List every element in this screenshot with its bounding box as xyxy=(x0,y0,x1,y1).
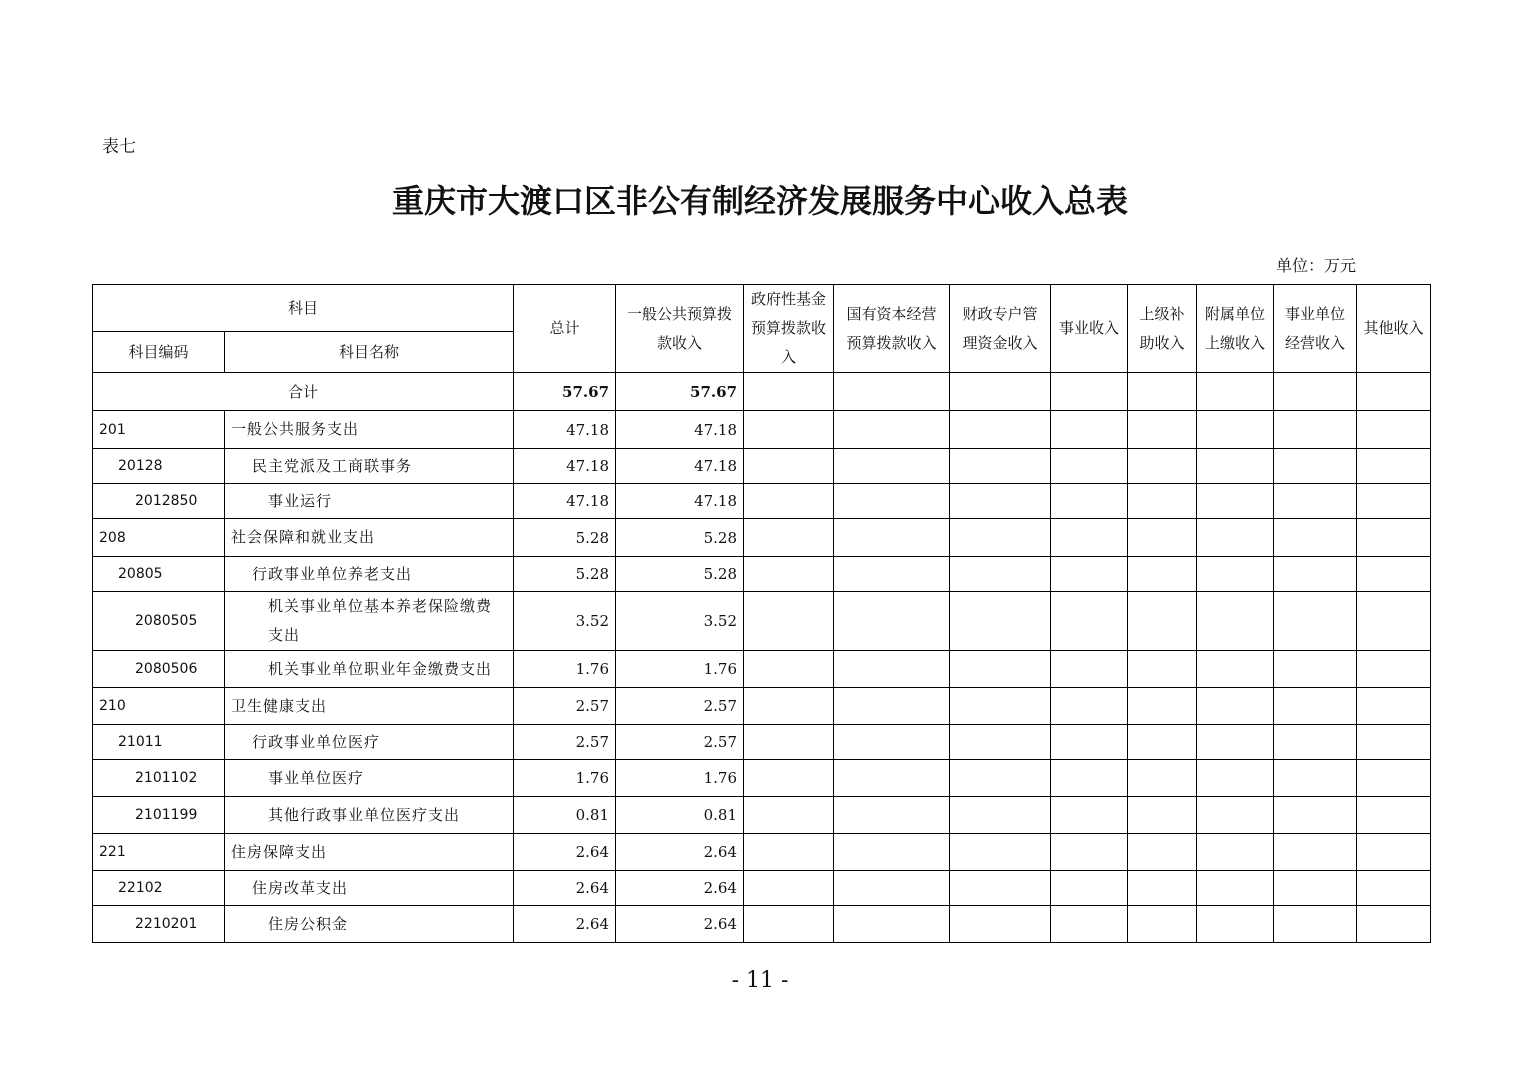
empty-cell xyxy=(834,592,950,651)
table-row xyxy=(93,906,1431,943)
empty-cell xyxy=(834,760,950,797)
empty-cell xyxy=(1274,871,1357,906)
total-cell: 2.57 xyxy=(514,725,616,760)
subject-name-cell: 行政事业单位医疗 xyxy=(225,725,514,760)
empty-cell xyxy=(834,688,950,725)
subject-code-cell: 20128 xyxy=(93,449,225,484)
total-cell: 1.76 xyxy=(514,760,616,797)
table-row xyxy=(93,411,1431,449)
header-subject: 科目 xyxy=(93,285,514,332)
empty-cell xyxy=(1357,834,1431,871)
empty-cell xyxy=(1274,688,1357,725)
empty-cell xyxy=(744,760,834,797)
general-budget-cell: 1.76 xyxy=(616,760,744,797)
general-budget-cell: 3.52 xyxy=(616,592,744,651)
general-budget-cell: 47.18 xyxy=(616,411,744,449)
empty-cell xyxy=(1128,725,1197,760)
empty-cell xyxy=(1128,906,1197,943)
empty-cell xyxy=(1128,484,1197,519)
general-budget-cell: 5.28 xyxy=(616,519,744,557)
subject-name-cell: 卫生健康支出 xyxy=(225,688,514,725)
empty-cell xyxy=(744,449,834,484)
empty-cell xyxy=(744,688,834,725)
empty-cell xyxy=(1357,651,1431,688)
empty-cell xyxy=(1357,688,1431,725)
empty-cell xyxy=(950,411,1051,449)
empty-cell xyxy=(1274,906,1357,943)
header-business-operation: 事业单位经营收入 xyxy=(1274,285,1357,373)
subject-name-cell: 其他行政事业单位医疗支出 xyxy=(225,797,514,834)
total-cell: 5.28 xyxy=(514,519,616,557)
empty-cell xyxy=(1051,688,1128,725)
empty-cell xyxy=(744,834,834,871)
subject-code-cell: 201 xyxy=(93,411,225,449)
total-label: 合计 xyxy=(93,373,514,411)
empty-cell xyxy=(744,725,834,760)
empty-cell xyxy=(834,557,950,592)
table-row xyxy=(93,725,1431,760)
general-budget-cell: 2.64 xyxy=(616,834,744,871)
total-general-budget: 57.67 xyxy=(616,373,744,411)
empty-cell xyxy=(1051,871,1128,906)
empty-cell xyxy=(1197,906,1274,943)
total-cell: 2.64 xyxy=(514,871,616,906)
general-budget-cell: 47.18 xyxy=(616,484,744,519)
income-summary-table xyxy=(92,284,1431,943)
empty-cell xyxy=(834,871,950,906)
empty-cell xyxy=(950,484,1051,519)
empty-cell xyxy=(1274,557,1357,592)
empty-cell xyxy=(744,557,834,592)
empty-cell xyxy=(1051,797,1128,834)
table-row xyxy=(93,449,1431,484)
empty-cell xyxy=(1197,797,1274,834)
empty-cell xyxy=(950,651,1051,688)
header-subject-code: 科目编码 xyxy=(93,332,225,373)
empty-cell xyxy=(1051,651,1128,688)
table-row xyxy=(93,557,1431,592)
empty-cell xyxy=(950,557,1051,592)
empty-cell xyxy=(1197,592,1274,651)
general-budget-cell: 0.81 xyxy=(616,797,744,834)
table-row xyxy=(93,592,1431,651)
empty-cell xyxy=(1357,871,1431,906)
general-budget-cell: 2.64 xyxy=(616,871,744,906)
empty-cell xyxy=(1051,411,1128,449)
header-superior-subsidy: 上级补助收入 xyxy=(1128,285,1197,373)
empty-cell xyxy=(1051,557,1128,592)
empty-cell xyxy=(1051,834,1128,871)
header-gov-fund: 政府性基金预算拨款收入 xyxy=(744,285,834,373)
empty-cell xyxy=(834,519,950,557)
empty-cell xyxy=(950,519,1051,557)
header-state-capital: 国有资本经营预算拨款收入 xyxy=(834,285,950,373)
subject-code-cell: 2080505 xyxy=(93,592,225,651)
empty-cell xyxy=(1274,411,1357,449)
empty-cell xyxy=(1357,725,1431,760)
empty-cell xyxy=(834,651,950,688)
empty-cell xyxy=(1197,411,1274,449)
empty-cell xyxy=(1274,834,1357,871)
subject-code-cell: 2101199 xyxy=(93,797,225,834)
empty-cell xyxy=(1051,725,1128,760)
empty-cell xyxy=(1197,834,1274,871)
subject-code-cell: 2101102 xyxy=(93,760,225,797)
general-budget-cell: 47.18 xyxy=(616,449,744,484)
subject-name-cell: 机关事业单位职业年金缴费支出 xyxy=(225,651,514,688)
empty-cell xyxy=(1274,797,1357,834)
general-budget-cell: 2.57 xyxy=(616,688,744,725)
empty-cell xyxy=(744,797,834,834)
table-row xyxy=(93,651,1431,688)
empty-cell xyxy=(1128,797,1197,834)
empty-cell xyxy=(834,484,950,519)
empty-cell xyxy=(950,725,1051,760)
empty-cell xyxy=(834,797,950,834)
empty-cell xyxy=(1357,557,1431,592)
general-budget-cell: 1.76 xyxy=(616,651,744,688)
empty-cell xyxy=(1051,592,1128,651)
subject-code-cell: 208 xyxy=(93,519,225,557)
total-cell: 47.18 xyxy=(514,449,616,484)
empty-cell xyxy=(1197,519,1274,557)
empty-cell xyxy=(834,449,950,484)
empty-cell xyxy=(1197,871,1274,906)
total-cell: 0.81 xyxy=(514,797,616,834)
empty-cell xyxy=(1051,519,1128,557)
total-amount: 57.67 xyxy=(514,373,616,411)
subject-name-cell: 一般公共服务支出 xyxy=(225,411,514,449)
total-cell: 47.18 xyxy=(514,484,616,519)
empty-cell xyxy=(1197,725,1274,760)
empty-cell xyxy=(1051,449,1128,484)
subject-name-cell: 事业单位医疗 xyxy=(225,760,514,797)
empty-cell xyxy=(950,834,1051,871)
general-budget-cell: 2.64 xyxy=(616,906,744,943)
subject-name-cell: 社会保障和就业支出 xyxy=(225,519,514,557)
header-general-budget: 一般公共预算拨款收入 xyxy=(616,285,744,373)
header-affiliated-payment: 附属单位上缴收入 xyxy=(1197,285,1274,373)
subject-name-cell: 住房改革支出 xyxy=(225,871,514,906)
empty-cell xyxy=(1197,557,1274,592)
header-subject-name: 科目名称 xyxy=(225,332,514,373)
subject-code-cell: 20805 xyxy=(93,557,225,592)
general-budget-cell: 5.28 xyxy=(616,557,744,592)
page-number: - 11 - xyxy=(731,968,789,993)
empty-cell xyxy=(1128,760,1197,797)
empty-cell xyxy=(1274,449,1357,484)
empty-cell xyxy=(744,411,834,449)
empty-cell xyxy=(950,871,1051,906)
empty-cell xyxy=(1274,484,1357,519)
empty-cell xyxy=(1274,725,1357,760)
subject-code-cell: 22102 xyxy=(93,871,225,906)
subject-code-cell: 21011 xyxy=(93,725,225,760)
empty-cell xyxy=(1051,484,1128,519)
empty-cell xyxy=(1197,760,1274,797)
table-row xyxy=(93,871,1431,906)
empty-cell xyxy=(1051,760,1128,797)
empty-cell xyxy=(1128,449,1197,484)
empty-cell xyxy=(1128,688,1197,725)
total-row xyxy=(93,373,1431,411)
total-cell: 47.18 xyxy=(514,411,616,449)
empty-cell xyxy=(1197,449,1274,484)
empty-cell xyxy=(834,906,950,943)
empty-cell xyxy=(950,688,1051,725)
empty-cell xyxy=(1128,834,1197,871)
total-cell: 2.64 xyxy=(514,834,616,871)
subject-name-cell: 住房公积金 xyxy=(225,906,514,943)
empty-cell xyxy=(1357,797,1431,834)
subject-name-cell: 行政事业单位养老支出 xyxy=(225,557,514,592)
empty-cell xyxy=(1274,651,1357,688)
empty-cell xyxy=(1357,592,1431,651)
subject-code-cell: 210 xyxy=(93,688,225,725)
empty-cell xyxy=(950,449,1051,484)
header-fiscal-special: 财政专户管理资金收入 xyxy=(950,285,1051,373)
subject-code-cell: 221 xyxy=(93,834,225,871)
empty-cell xyxy=(1128,411,1197,449)
empty-cell xyxy=(1051,906,1128,943)
table-row xyxy=(93,519,1431,557)
subject-name-cell: 住房保障支出 xyxy=(225,834,514,871)
subject-name-cell: 民主党派及工商联事务 xyxy=(225,449,514,484)
empty-cell xyxy=(1197,484,1274,519)
empty-cell xyxy=(1357,760,1431,797)
empty-cell xyxy=(1128,519,1197,557)
empty-cell xyxy=(744,484,834,519)
empty-cell xyxy=(834,725,950,760)
subject-code-cell: 2012850 xyxy=(93,484,225,519)
table-row xyxy=(93,797,1431,834)
table-row xyxy=(93,688,1431,725)
empty-cell xyxy=(1197,651,1274,688)
empty-cell xyxy=(950,592,1051,651)
total-cell: 5.28 xyxy=(514,557,616,592)
table-label: 表七 xyxy=(102,137,136,157)
subject-code-cell: 2210201 xyxy=(93,906,225,943)
total-cell: 2.64 xyxy=(514,906,616,943)
header-business-income: 事业收入 xyxy=(1051,285,1128,373)
header-other-income: 其他收入 xyxy=(1357,285,1431,373)
empty-cell xyxy=(1357,449,1431,484)
empty-cell xyxy=(744,871,834,906)
empty-cell xyxy=(1274,760,1357,797)
total-cell: 2.57 xyxy=(514,688,616,725)
page-title: 重庆市大渡口区非公有制经济发展服务中心收入总表 xyxy=(391,182,1128,220)
empty-cell xyxy=(744,519,834,557)
empty-cell xyxy=(950,760,1051,797)
empty-cell xyxy=(1357,411,1431,449)
total-cell: 1.76 xyxy=(514,651,616,688)
empty-cell xyxy=(1128,592,1197,651)
table-row xyxy=(93,760,1431,797)
empty-cell xyxy=(1128,651,1197,688)
table-row xyxy=(93,834,1431,871)
empty-cell xyxy=(1274,592,1357,651)
empty-cell xyxy=(1357,519,1431,557)
empty-cell xyxy=(1128,871,1197,906)
subject-name-cell: 事业运行 xyxy=(225,484,514,519)
header-total: 总计 xyxy=(514,285,616,373)
empty-cell xyxy=(1128,557,1197,592)
total-cell: 3.52 xyxy=(514,592,616,651)
empty-cell xyxy=(1274,519,1357,557)
empty-cell xyxy=(950,797,1051,834)
empty-cell xyxy=(1357,906,1431,943)
empty-cell xyxy=(834,834,950,871)
subject-code-cell: 2080506 xyxy=(93,651,225,688)
general-budget-cell: 2.57 xyxy=(616,725,744,760)
empty-cell xyxy=(1357,484,1431,519)
empty-cell xyxy=(744,651,834,688)
empty-cell xyxy=(834,411,950,449)
empty-cell xyxy=(1197,688,1274,725)
subject-name-cell: 机关事业单位基本养老保险缴费支出 xyxy=(225,592,514,651)
empty-cell xyxy=(744,592,834,651)
unit-label: 单位：万元 xyxy=(1276,256,1357,275)
table-row xyxy=(93,484,1431,519)
empty-cell xyxy=(950,906,1051,943)
empty-cell xyxy=(744,906,834,943)
